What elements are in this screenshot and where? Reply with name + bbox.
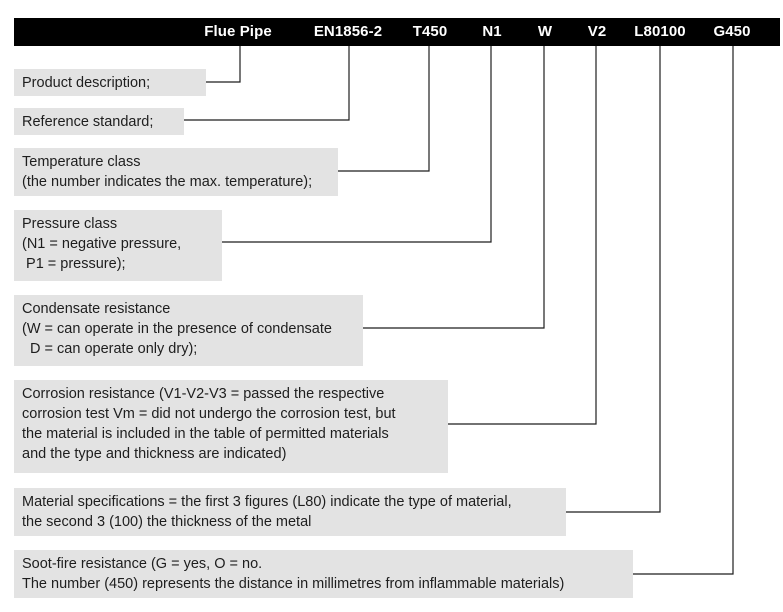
code-soot-fire: G450 [713, 23, 751, 40]
desc-soot-fire: Soot-fire resistance (G = yes, O = no. The number (450) represents the distance in millimetres from inflammable materials) [14, 550, 633, 598]
connector-standard [184, 46, 349, 120]
code-header-bar [14, 18, 780, 46]
connector-soot-fire [633, 46, 733, 574]
desc-pressure: Pressure class (N1 = negative pressure, P1 = pressure); [14, 210, 222, 281]
connector-corrosion [448, 46, 596, 424]
desc-corrosion: Corrosion resistance (V1-V2-V3 = passed the respective corrosion test Vm = did not undergo the corrosion test, but the material is included in the table of permitted materials and the type and thickness are indicated) [14, 380, 448, 473]
desc-product: Product description; [14, 69, 206, 96]
code-corrosion: V2 [587, 23, 607, 40]
connector-pressure [222, 46, 491, 242]
code-pressure: N1 [482, 23, 502, 40]
connector-product [206, 46, 240, 82]
desc-temperature: Temperature class (the number indicates the max. temperature); [14, 148, 338, 196]
desc-standard: Reference standard; [14, 108, 184, 135]
code-product: Flue Pipe [204, 23, 272, 40]
connector-material [566, 46, 660, 512]
code-material: L80100 [634, 23, 686, 40]
connector-temperature [338, 46, 429, 171]
code-condensate: W [537, 23, 553, 40]
code-standard: EN1856-2 [313, 23, 383, 40]
connector-condensate [363, 46, 544, 328]
desc-material: Material specifications = the first 3 figures (L80) indicate the type of material, the second 3 (100) the thickness of the metal [14, 488, 566, 536]
code-temperature: T450 [412, 23, 448, 40]
desc-condensate: Condensate resistance (W = can operate in the presence of condensate D = can operate only dry); [14, 295, 363, 366]
